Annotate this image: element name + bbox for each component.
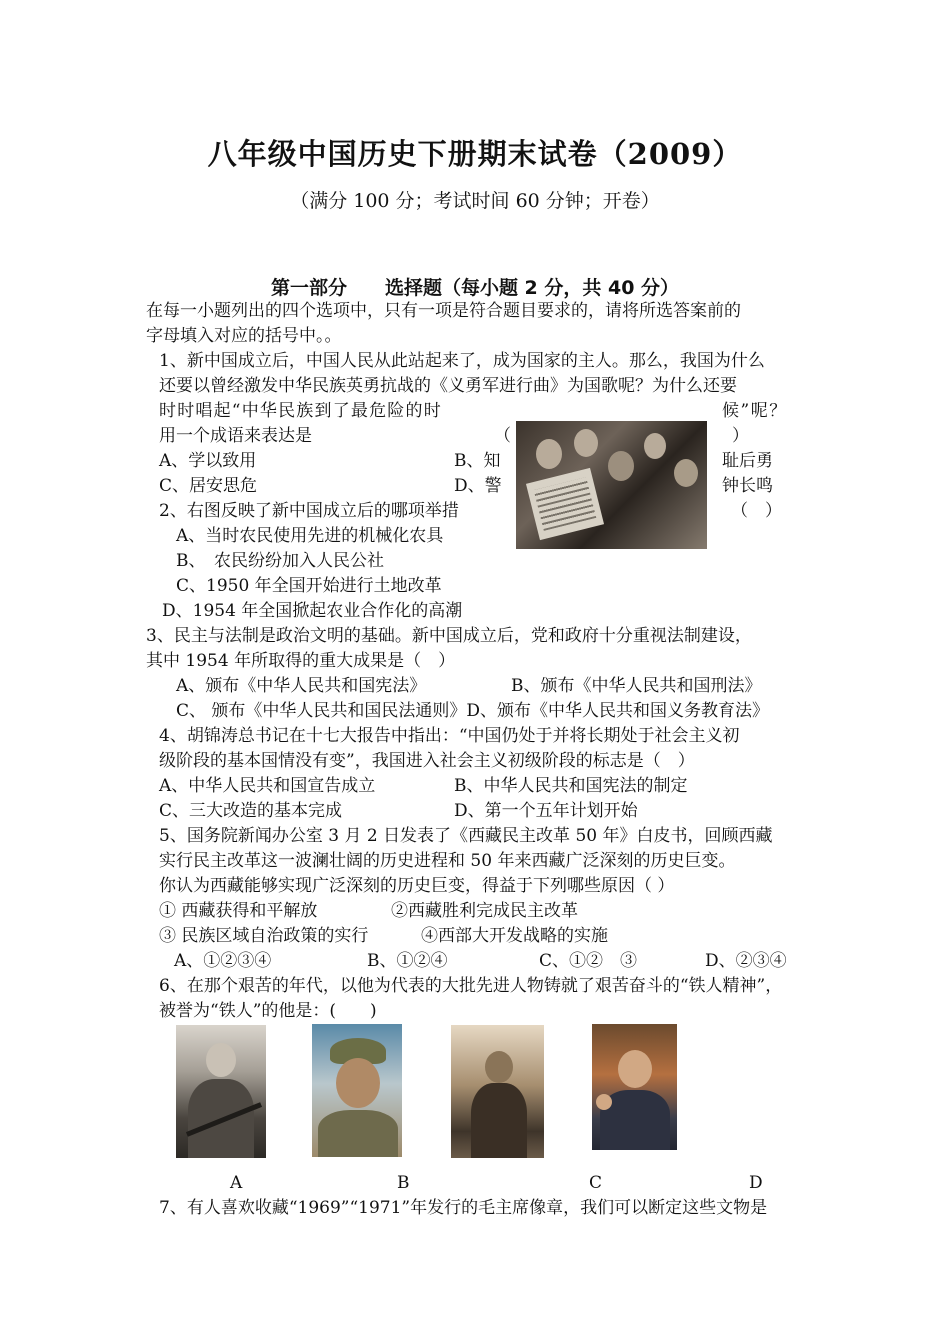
photo-label-a: A (230, 1173, 243, 1193)
instruction-line: 字母填入对应的括号中。。 (146, 326, 342, 346)
question-5-line: 5、国务院新闻办公室 3 月 2 日发表了《西藏民主改革 50 年》白皮书，回顾西藏 (159, 826, 773, 846)
question-4-line: 级阶段的基本国情没有变”，我国进入社会主义初级阶段的标志是（ ） (159, 751, 695, 771)
option-d: D、警 (454, 476, 502, 496)
question-4-line: 4、胡锦涛总书记在十七大报告中指出：“中国仍处于并将长期处于社会主义初 (159, 726, 740, 746)
question-6-line: 6、在那个艰苦的年代，以他为代表的大批先进人物铸就了艰苦奋斗的“铁人精神”， (159, 976, 783, 996)
question-1-line: 1、新中国成立后，中国人民从此站起来了，成为国家的主人。那么，我国为什么 (159, 351, 765, 371)
option-c: C、三大改造的基本完成 (159, 801, 343, 821)
photo-label-b: B (397, 1173, 410, 1193)
item-4: ④西部大开发战略的实施 (421, 926, 608, 946)
photo-label-c: C (589, 1173, 603, 1193)
question-6-line: 被誉为“铁人”的他是：( ) (159, 1001, 377, 1021)
question-7-line: 7、有人喜欢收藏“1969”“1971”年发行的毛主席像章，我们可以断定这些文物是 (159, 1198, 768, 1218)
item-2: ②西藏胜利完成民主改革 (391, 901, 578, 921)
question-3-line: 其中 1954 年所取得的重大成果是（ ） (146, 651, 456, 671)
question-1-line: 用一个成语来表达是 (159, 426, 312, 446)
question-1-line: 候”呢？ (722, 401, 788, 421)
exam-title: 八年级中国历史下册期末试卷（2009） (207, 137, 743, 171)
option-d: D、第一个五年计划开始 (454, 801, 638, 821)
option-d: D、1954 年全国掀起农业合作化的高潮 (162, 601, 463, 621)
portrait-photo-d (592, 1024, 677, 1150)
item-1: ① 西藏获得和平解放 (159, 901, 318, 921)
answer-bracket: （ ） (731, 501, 782, 521)
option-a: A、当时农民使用先进的机械化农具 (176, 526, 444, 546)
question-5-line: 实行民主改革这一波澜壮阔的历史进程和 50 年来西藏广泛深刻的历史巨变。 (159, 851, 736, 871)
option-a: A、学以致用 (159, 451, 257, 471)
option-b: B、①②④ (367, 951, 448, 971)
question-2-line: 2、右图反映了新中国成立后的哪项举措 (159, 501, 459, 521)
answer-bracket-close: ） (732, 426, 749, 446)
option-c: C、1950 年全国开始进行土地改革 (176, 576, 442, 596)
option-b: B、 农民纷纷加入人民公社 (176, 551, 384, 571)
question-1-line: 时时唱起“中华民族到了最危险的时 (159, 401, 442, 421)
newspaper-reading-photo (516, 421, 707, 549)
option-d: D、②③④ (705, 951, 787, 971)
question-5-line: 你认为西藏能够实现广泛深刻的历史巨变，得益于下列哪些原因（ ） (159, 876, 675, 896)
instruction-line: 在每一小题列出的四个选项中，只有一项是符合题目要求的，请将所选答案前的 (146, 301, 741, 321)
option-a: A、颁布《中华人民共和国宪法》 (176, 676, 427, 696)
option-a: A、①②③④ (174, 951, 272, 971)
exam-subtitle: （满分 100 分；考试时间 60 分钟；开卷） (290, 190, 660, 212)
option-d-continued: 钟长鸣 (722, 476, 773, 496)
portrait-photo-c (451, 1025, 544, 1158)
option-b: B、颁布《中华人民共和国刑法》 (511, 676, 762, 696)
section-title: 第一部分 选择题（每小题 2 分，共 40 分） (270, 277, 680, 299)
option-c: C、居安思危 (159, 476, 258, 496)
question-1-line: 还要以曾经激发中华民族英勇抗战的《义勇军进行曲》为国歌呢？为什么还要 (159, 376, 737, 396)
option-c: C、①② ③ (539, 951, 638, 971)
option-b: B、中华人民共和国宪法的制定 (454, 776, 688, 796)
photo-label-d: D (749, 1173, 763, 1193)
option-c-d: C、 颁布《中华人民共和国民法通则》D、颁布《中华人民共和国义务教育法》 (176, 701, 770, 721)
portrait-photo-b (312, 1024, 402, 1157)
option-b: B、知 (454, 451, 501, 471)
option-b-continued: 耻后勇 (722, 451, 773, 471)
question-3-line: 3、民主与法制是政治文明的基础。新中国成立后，党和政府十分重视法制建设， (146, 626, 752, 646)
answer-bracket-open: （ (494, 426, 511, 446)
portrait-photo-a (176, 1025, 266, 1158)
option-a: A、中华人民共和国宣告成立 (159, 776, 376, 796)
item-3: ③ 民族区域自治政策的实行 (159, 926, 369, 946)
